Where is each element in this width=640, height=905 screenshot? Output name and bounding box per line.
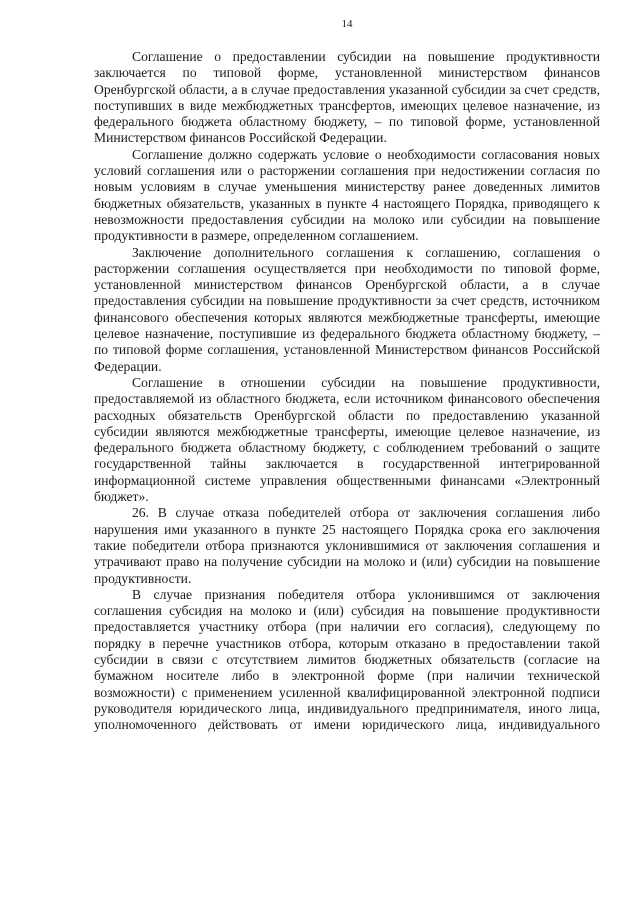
- paragraph: Заключение дополнительного соглашения к соглашению, соглашения о расторжении соглашения осуществляется при необходимости по типовой форме, установленной министерством финансов Оренбургской области, а в случае предоставления субсидии на повышение продуктивности за счет средств, источником финансового обеспечения которых являются межбюджетные трансферты, имеющие целевое назначение, поступившие из федерального бюджета областному бюджету, – по типовой форме соглашения, установленной Министерством финансов Российской Федерации.: [94, 244, 600, 374]
- paragraph: В случае признания победителя отбора уклонившимся от заключения соглашения субсидия на молоко и (или) субсидия на повышение продуктивности предоставляется участнику отбора (при наличии его согласия), следующему по порядку в перечне участников отбора, которым отказано в предоставлении такой субсидии в связи с отсутствием лимитов бюджетных обязательств (согласие на бумажном носителе либо в электронной форме (при наличии технической возможности) с применением усиленной квалифицированной электронной подписи руководителя юридического лица, индивидуального предпринимателя, иного лица, уполномоченного действовать от имени юридического лица, индивидуального: [94, 586, 600, 733]
- paragraph: Соглашение должно содержать условие о необходимости согласования новых условий соглашения или о расторжении соглашения при недостижении согласия по новым условиям в случае уменьшения министерству ранее доведенных лимитов бюджетных обязательств, указанных в пункте 4 настоящего Порядка, приводящего к невозможности предоставления субсидии на молоко или субсидии на повышение продуктивности в размере, определенном соглашением.: [94, 146, 600, 244]
- paragraph: Соглашение о предоставлении субсидии на повышение продуктивности заключается по типовой форме, установленной министерством финансов Оренбургской области, а в случае предоставления указанной субсидии за счет средств, поступивших в виде межбюджетных трансфертов, имеющих целевое назначение, из федерального бюджета областному бюджету, – по типовой форме, установленной Министерством финансов Российской Федерации.: [94, 49, 600, 146]
- page-number: 14: [341, 18, 353, 30]
- paragraph: 26. В случае отказа победителей отбора от заключения соглашения либо нарушения ими указанного в пункте 25 настоящего Порядка срока его заключения такие победители отбора признаются уклонившимися от заключения соглашения и утрачивают право на получение субсидии на молоко и (или) субсидии на повышение продуктивности.: [94, 505, 600, 586]
- document-body: [94, 49, 600, 733]
- paragraph: Соглашение в отношении субсидии на повышение продуктивности, предоставляемой из областного бюджета, если источником финансового обеспечения расходных обязательств Оренбургской области по предоставлению указанной субсидии являются межбюджетные трансферты, имеющие целевое назначение, из федерального бюджета областному бюджету, с соблюдением требований о защите государственной тайны заключается в государственной интегрированной информационной системе управления общественными финансами «Электронный бюджет».: [94, 374, 600, 505]
